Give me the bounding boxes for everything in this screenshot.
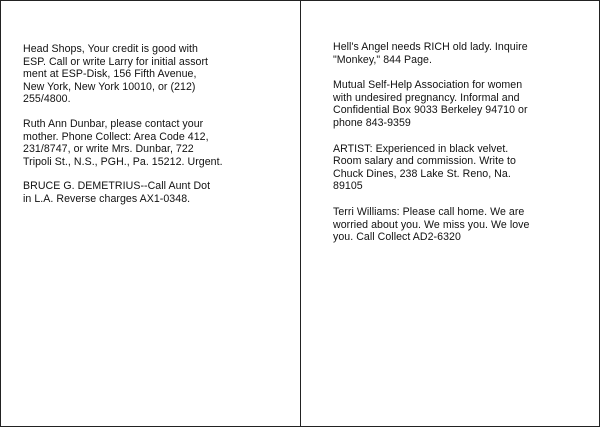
classified-ad-bruce-demetrius: BRUCE G. DEMETRIUS--Call Aunt Dot in L.A. Reverse charges AX1-0348. [23, 180, 211, 205]
left-page [1, 1, 300, 426]
classified-ad-head-shops: Head Shops, Your credit is good with ESP. Call or write Larry for initial assort ment at ESP-Disk, 156 Fifth Avenue, New York, New York 10010, or (212) 255/4800. [23, 43, 209, 106]
right-page [301, 1, 599, 426]
classified-ad-artist: ARTIST: Experienced in black velvet. Room salary and commission. Write to Chuck Dines, 238 Lake St. Reno, Na. 89105 [333, 142, 516, 193]
classified-ad-ruth-ann-dunbar: Ruth Ann Dunbar, please contact your mother. Phone Collect: Area Code 412, 231/8747, or write Mrs. Dunbar, 722 Tripoli St., N.S., PGH., Pa. 15212. Urgent. [23, 117, 223, 168]
classified-ad-mutual-self-help: Mutual Self-Help Association for women with undesired pregnancy. Informal and Confidential Box 9033 Berkeley 94710 or phone 843-9359 [333, 79, 528, 129]
classified-ad-hells-angel: Hell's Angel needs RICH old lady. Inquire "Monkey," 844 Page. [333, 41, 528, 66]
classified-ad-terri-williams: Terri Williams: Please call home. We are worried about you. We miss you. We love you. Call Collect AD2-6320 [333, 205, 530, 244]
